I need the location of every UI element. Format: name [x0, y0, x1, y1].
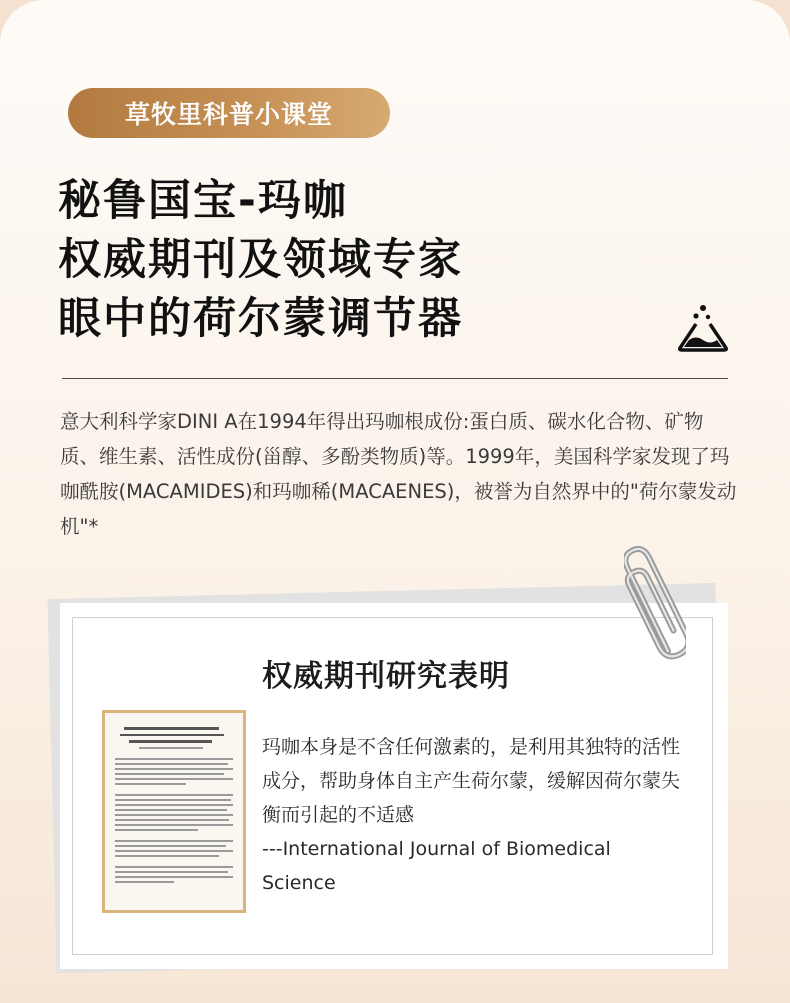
course-badge: 草牧里科普小课堂: [68, 88, 390, 138]
paperclip-icon: [624, 540, 686, 668]
study-body: 玛咖本身是不含任何激素的，是利用其独特的活性成分，帮助身体自主产生荷尔蒙，缓解因荷尔蒙失衡而引起的不适感: [262, 736, 681, 826]
study-text: [262, 730, 682, 900]
title-line-1: 秘鲁国宝-玛咖: [58, 176, 348, 226]
page-title: [58, 172, 618, 349]
flask-icon: [676, 302, 730, 354]
intro-paragraph: 意大利科学家DINI A在1994年得出玛咖根成份:蛋白质、碳水化合物、矿物质、维生素、活性成份(甾醇、多酚类物质)等。1999年，美国科学家发现了玛咖酰胺(MACAMIDES)和玛咖稀(MACAENES)，被誉为自然界中的"荷尔蒙发动机"*: [60, 410, 737, 538]
section-divider: [62, 378, 728, 379]
journal-page-thumbnail: [102, 710, 246, 913]
title-line-2: 权威期刊及领域专家: [58, 235, 463, 285]
panel-title: 权威期刊研究表明: [262, 659, 510, 694]
title-line-3: 眼中的荷尔蒙调节器: [58, 294, 463, 344]
study-citation: ---International Journal of Biomedical Science: [262, 838, 611, 894]
